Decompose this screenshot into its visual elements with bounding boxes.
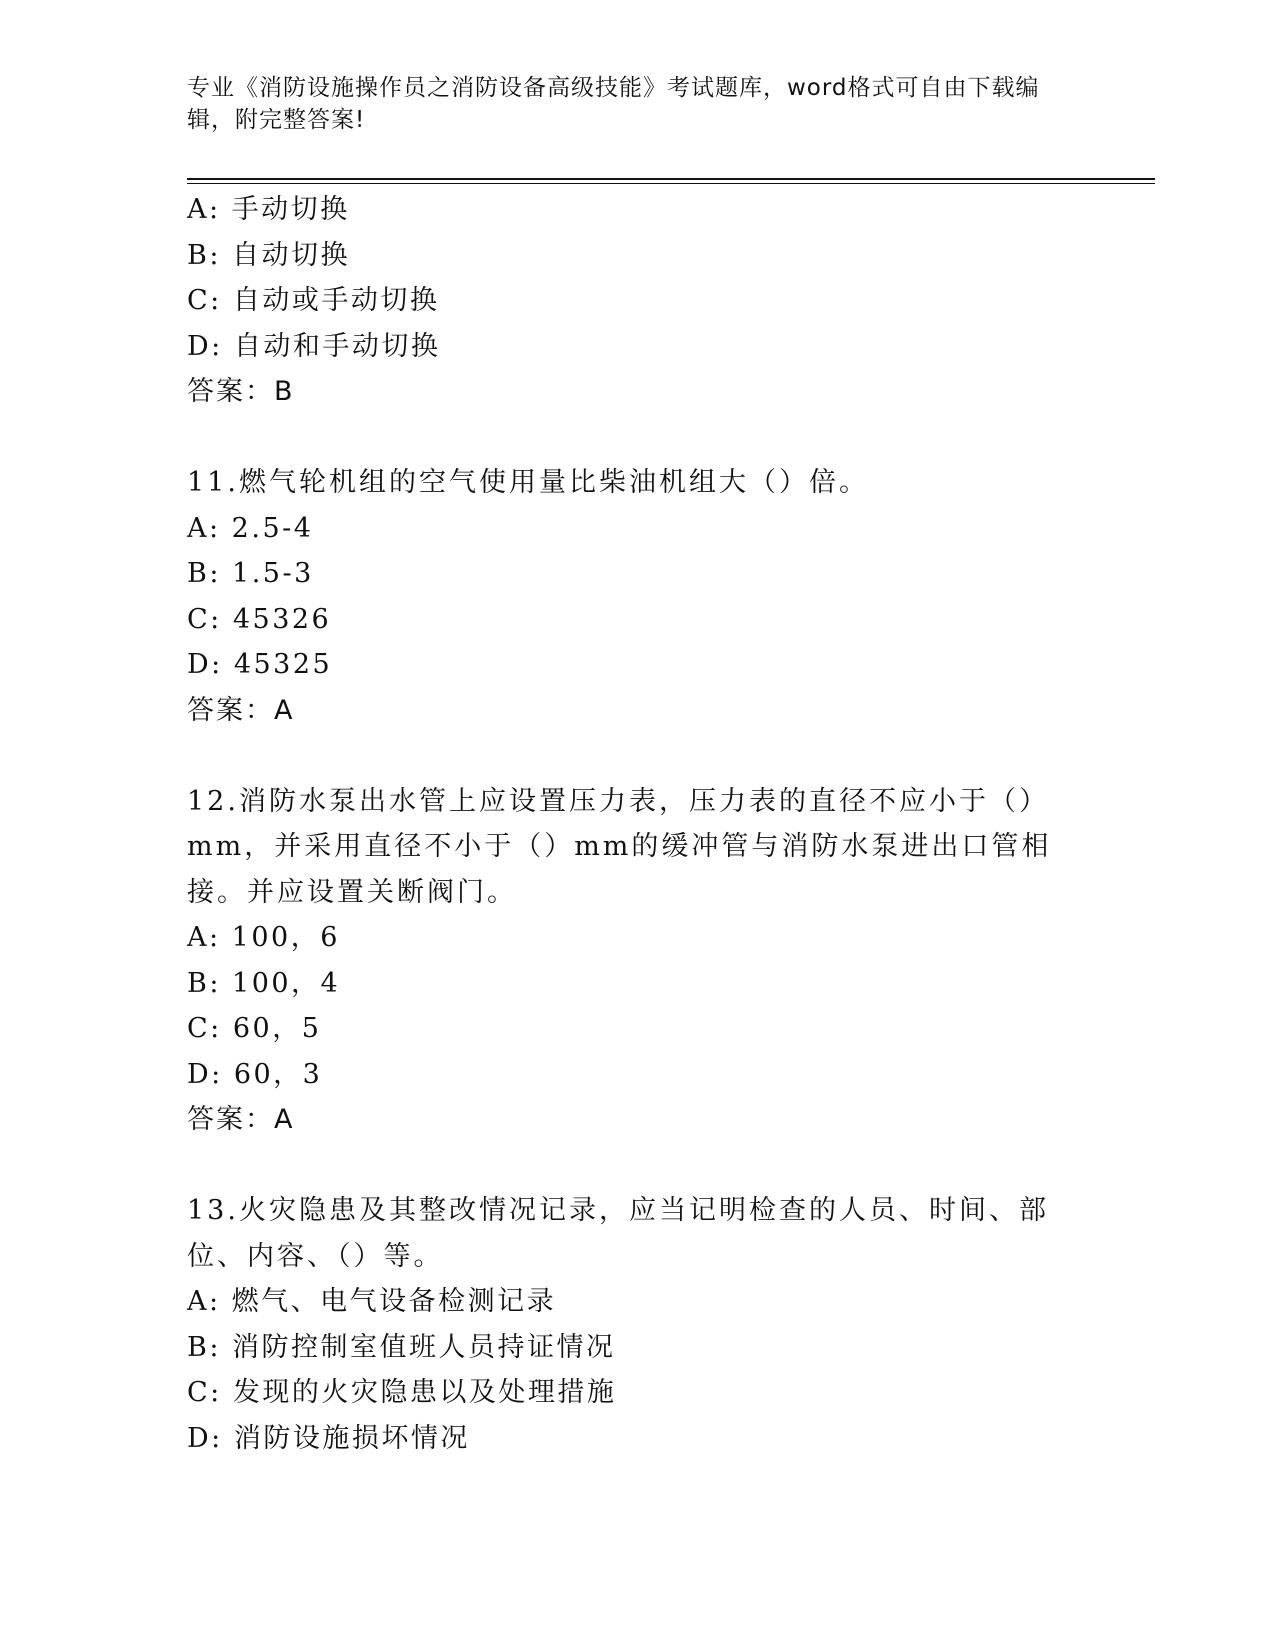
- header-rule-thick: [187, 178, 1155, 180]
- question-text: 13.火灾隐患及其整改情况记录，应当记明检查的人员、时间、部位、内容、（）等。: [187, 1195, 1049, 1272]
- option-c: C: 45326: [187, 603, 332, 635]
- option-d: D: 消防设施损坏情况: [187, 1422, 470, 1454]
- spacer: [187, 1143, 1067, 1189]
- question-block-11: [187, 460, 1067, 733]
- answer-label: 答案：A: [187, 694, 295, 726]
- option-b: B: 100，4: [187, 967, 341, 999]
- question-block-12: [187, 779, 1067, 1143]
- spacer: [187, 733, 1067, 779]
- spacer: [187, 415, 1067, 461]
- header-rule-thin: [187, 183, 1155, 184]
- option-a: A: 100，6: [187, 922, 340, 953]
- option-a: A: 燃气、电气设备检测记录: [187, 1286, 557, 1317]
- question-text: 12.消防水泵出水管上应设置压力表，压力表的直径不应小于（）mm，并采用直径不小于（）mm的缓冲管与消防水泵进出口管相接。并应设置关断阀门。: [187, 785, 1052, 908]
- answer-label: 答案：A: [187, 1104, 295, 1135]
- option-d: D: 60，3: [187, 1058, 323, 1090]
- option-c: C: 60，5: [187, 1013, 322, 1044]
- option-d: D: 自动和手动切换: [187, 330, 441, 362]
- option-d: D: 45325: [187, 649, 333, 680]
- question-list: [187, 187, 1067, 1461]
- question-block-10: [187, 187, 1067, 415]
- option-b: B: 消防控制室值班人员持证情况: [187, 1331, 616, 1363]
- option-b: B: 1.5-3: [187, 558, 314, 589]
- document-header: 专业《消防设施操作员之消防设备高级技能》考试题库，word格式可自由下载编辑，附完整答案!: [187, 75, 1040, 133]
- option-b: B: 自动切换: [187, 239, 351, 271]
- question-text: 11.燃气轮机组的空气使用量比柴油机组大（）倍。: [187, 467, 869, 498]
- question-block-13: [187, 1188, 1067, 1461]
- answer-label: 答案：B: [187, 376, 295, 407]
- option-c: C: 发现的火灾隐患以及处理措施: [187, 1377, 617, 1408]
- option-a: A: 手动切换: [187, 194, 350, 225]
- option-c: C: 自动或手动切换: [187, 285, 440, 316]
- option-a: A: 2.5-4: [187, 512, 314, 544]
